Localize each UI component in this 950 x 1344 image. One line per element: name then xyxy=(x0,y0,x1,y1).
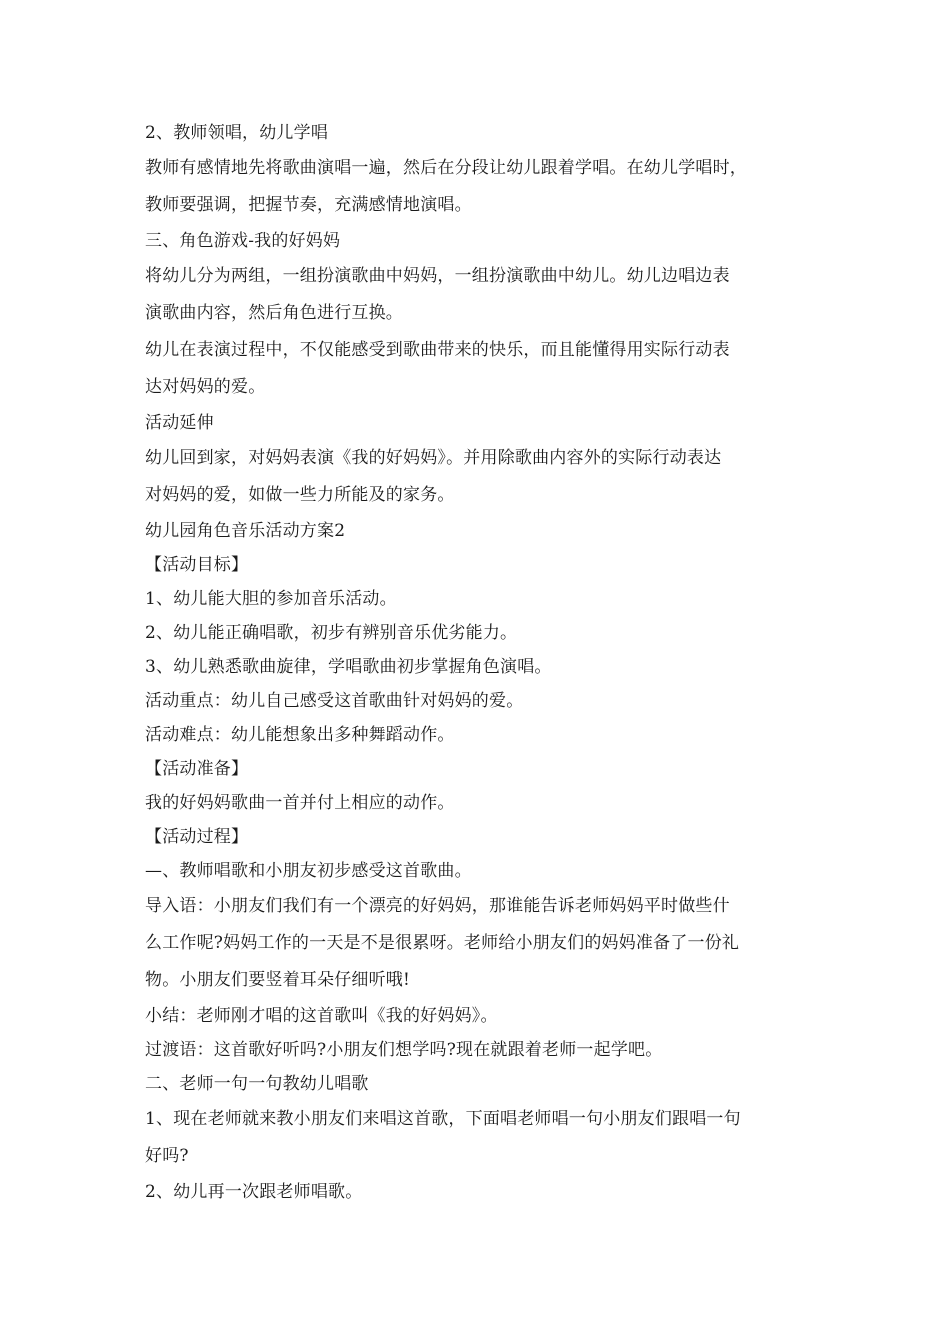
section-heading: 2、教师领唱，幼儿学唱 xyxy=(145,123,329,143)
list-item: 2、幼儿再一次跟老师唱歌。 xyxy=(145,1182,363,1202)
paragraph-line: 导入语：小朋友们我们有一个漂亮的好妈妈，那谁能告诉老师妈妈平时做些什 xyxy=(145,896,730,916)
document-body xyxy=(145,116,825,1209)
paragraph-line: 将幼儿分为两组，一组扮演歌曲中妈妈，一组扮演歌曲中幼儿。幼儿边唱边表 xyxy=(145,266,730,286)
section-heading: 三、角色游戏-我的好妈妈 xyxy=(145,231,341,251)
paragraph-line: 达对妈妈的爱。 xyxy=(145,377,266,397)
paragraph-line: 演歌曲内容，然后角色进行互换。 xyxy=(145,303,403,323)
document-title: 幼儿园角色音乐活动方案2 xyxy=(145,521,346,541)
paragraph-line: 物。小朋友们要竖着耳朵仔细听哦! xyxy=(145,970,411,990)
section-heading: 【活动目标】 xyxy=(145,555,249,575)
paragraph-line: 活动难点：幼儿能想象出多种舞蹈动作。 xyxy=(145,725,455,745)
section-heading: —、教师唱歌和小朋友初步感受这首歌曲。 xyxy=(145,861,472,881)
paragraph-line: 对妈妈的爱，如做一些力所能及的家务。 xyxy=(145,485,455,505)
paragraph-line: 小结：老师刚才唱的这首歌叫《我的好妈妈》。 xyxy=(145,1006,498,1026)
section-heading: 【活动过程】 xyxy=(145,827,249,847)
paragraph-line: 活动重点：幼儿自己感受这首歌曲针对妈妈的爱。 xyxy=(145,691,524,711)
paragraph-line: 幼儿在表演过程中，不仅能感受到歌曲带来的快乐，而且能懂得用实际行动表 xyxy=(145,340,730,360)
section-heading: 活动延伸 xyxy=(145,413,214,433)
paragraph-line: 好吗? xyxy=(145,1146,189,1166)
paragraph-line: 教师要强调，把握节奏，充满感情地演唱。 xyxy=(145,195,472,215)
paragraph-line: 1、现在老师就来教小朋友们来唱这首歌，下面唱老师唱一句小朋友们跟唱一句 xyxy=(145,1109,741,1129)
list-item: 1、幼儿能大胆的参加音乐活动。 xyxy=(145,589,397,609)
paragraph-line: 我的好妈妈歌曲一首并付上相应的动作。 xyxy=(145,793,455,813)
section-heading: 二、老师一句一句教幼儿唱歌 xyxy=(145,1074,369,1094)
paragraph-line: 过渡语：这首歌好听吗?小朋友们想学吗?现在就跟着老师一起学吧。 xyxy=(145,1040,663,1060)
list-item: 2、幼儿能正确唱歌，初步有辨别音乐优劣能力。 xyxy=(145,623,518,643)
paragraph-line: 教师有感情地先将歌曲演唱一遍，然后在分段让幼儿跟着学唱。在幼儿学唱时， xyxy=(145,158,747,178)
section-heading: 【活动准备】 xyxy=(145,759,249,779)
paragraph-line: 幼儿回到家，对妈妈表演《我的好妈妈》。并用除歌曲内容外的实际行动表达 xyxy=(145,448,722,468)
list-item: 3、幼儿熟悉歌曲旋律，学唱歌曲初步掌握角色演唱。 xyxy=(145,657,552,677)
paragraph-line: 么工作呢?妈妈工作的一天是不是很累呀。老师给小朋友们的妈妈准备了一份礼 xyxy=(145,933,740,953)
